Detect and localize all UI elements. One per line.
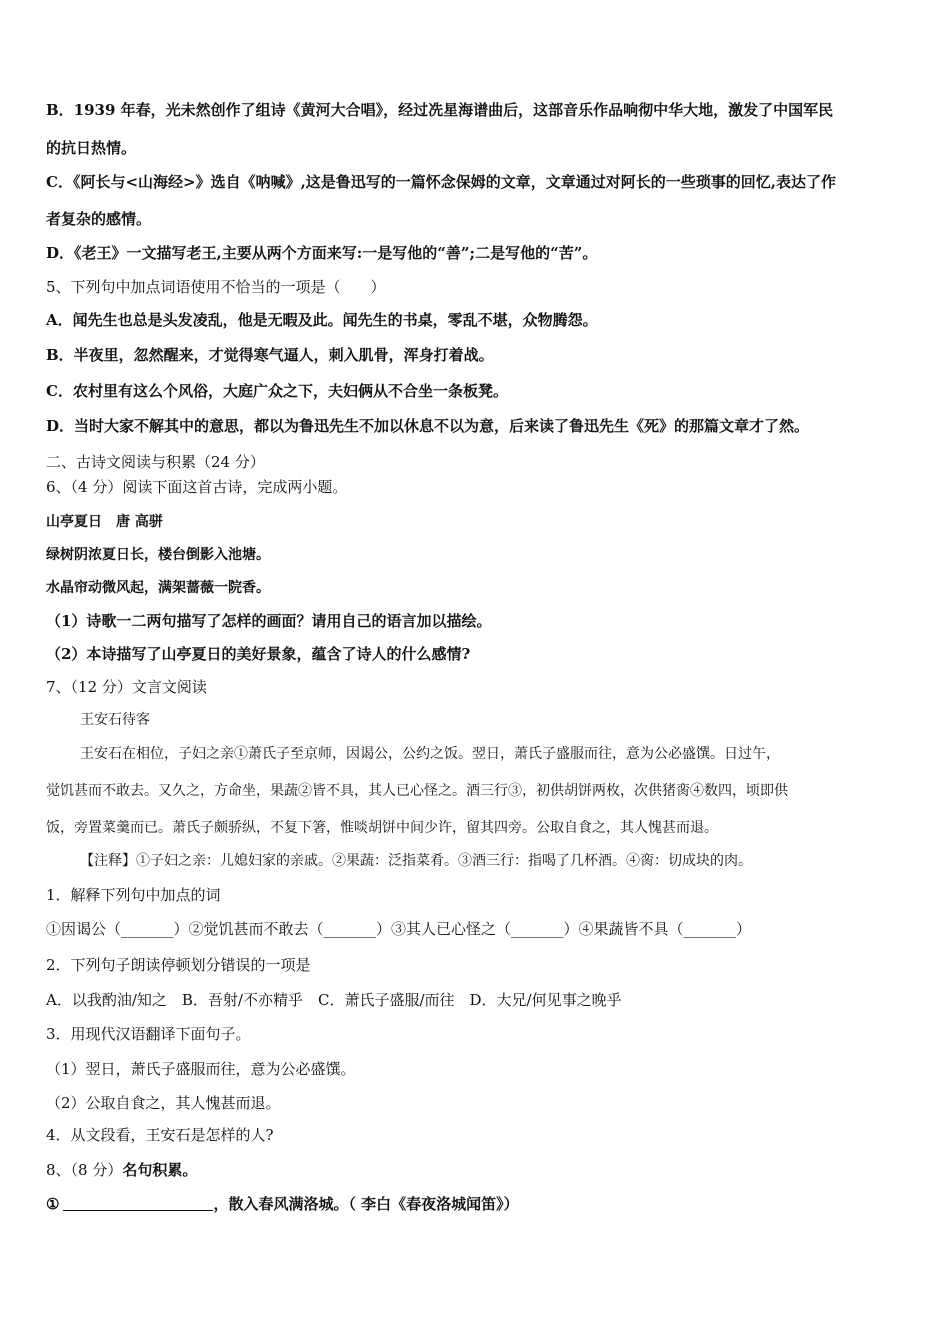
- q5-option-d: D．当时大家不解其中的意思，都以为鲁迅先生不加以休息不以为意，后来读了鲁迅先生《死》的那篇文章才了然。: [46, 417, 810, 435]
- q8-stem-bold: 名句积累。: [122, 1161, 198, 1179]
- q8-stem-prefix: 8、（8 分）: [46, 1161, 123, 1179]
- q8-item-1-text: ，散入春风满洛城。（ 李白《春夜洛城闻笛》）: [213, 1195, 519, 1213]
- q4-option-c-cont: 者复杂的感情。: [46, 210, 152, 228]
- poem-title: 山亭夏日 唐 高骈: [46, 514, 163, 530]
- q4-option-b: B．1939 年春，光未然创作了组诗《黄河大合唱》，经过冼星海谱曲后，这部音乐作品响彻中华大地，激发了中国军民: [46, 101, 834, 119]
- q5-option-c: C．农村里有这么个风俗，大庭广众之下，夫妇俩从不合坐一条板凳。: [46, 382, 508, 400]
- q8-item-1: [46, 1194, 906, 1214]
- q6-sub-question-2: （2）本诗描写了山亭夏日的美好景象，蕴含了诗人的什么感情?: [46, 645, 471, 663]
- q7-sub-1: 1．解释下列句中加点的词: [46, 886, 221, 904]
- passage-notes: 【注释】①子妇之亲：儿媳妇家的亲戚。②果蔬：泛指菜肴。③酒三行：指喝了几杯酒。④脔：切成块的肉。: [80, 853, 752, 869]
- q6-stem: 6、（4 分）阅读下面这首古诗，完成两小题。: [46, 478, 348, 496]
- poem-line-1: 绿树阴浓夏日长，楼台倒影入池塘。: [46, 547, 270, 563]
- passage-title: 王安石待客: [80, 712, 150, 728]
- section-heading: 二、古诗文阅读与积累（24 分）: [46, 453, 265, 471]
- q7-sub-4: 4．从文段看，王安石是怎样的人?: [46, 1126, 274, 1144]
- q7-sub-3: 3．用现代汉语翻译下面句子。: [46, 1025, 251, 1043]
- q7-sub-2-options: A．以我酌油/知之 B．吾射/不亦精乎 C．萧氏子盛服/而往 D．大兄/何见事之晚乎: [46, 991, 622, 1009]
- q4-option-b-cont: 的抗日热情。: [46, 139, 137, 157]
- q5-option-b: B．半夜里，忽然醒来，才觉得寒气逼人，刺入肌骨，浑身打着战。: [46, 346, 494, 364]
- q5-stem: 5、下列句中加点词语使用不恰当的一项是（ ）: [46, 278, 386, 296]
- poem-line-2: 水晶帘动微风起，满架蔷薇一院香。: [46, 580, 270, 596]
- q4-option-d: D．《老王》一文描写老王,主要从两个方面来写:一是写他的“善”;二是写他的“苦”。: [46, 244, 598, 262]
- q8-stem: [46, 1160, 906, 1180]
- passage-line-2: 觉饥甚而不敢去。又久之，方命坐，果蔬②皆不具，其人已心怪之。酒三行③，初供胡饼两枚，次供猪脔④数四，顷即供: [46, 783, 788, 799]
- q7-sub-1-items: ①因谒公（_______）②觉饥甚而不敢去（_______）③其人已心怪之（_______）④果蔬皆不具（_______）: [46, 920, 752, 938]
- q4-option-c: C．《阿长与<山海经>》选自《呐喊》,这是鲁迅写的一篇怀念保姆的文章，文章通过对阿长的一些琐事的回忆,表达了作: [46, 173, 837, 191]
- answer-blank[interactable]: [63, 1195, 213, 1211]
- q7-sub-2: 2．下列句子朗读停顿划分错误的一项是: [46, 956, 311, 974]
- q7-stem: 7、（12 分）文言文阅读: [46, 678, 207, 696]
- q8-item-1-number: ①: [46, 1195, 60, 1213]
- q7-sub-3-sentence-1: （1）翌日，萧氏子盛服而往，意为公必盛馔。: [46, 1060, 356, 1078]
- q7-sub-3-sentence-2: （2）公取自食之，其人愧甚而退。: [46, 1094, 281, 1112]
- passage-line-1: 王安石在相位，子妇之亲①萧氏子至京师，因谒公，公约之饭。翌日，萧氏子盛服而往，意为公必盛馔。日过午，: [80, 746, 780, 762]
- passage-line-3: 饭，旁置菜羹而已。萧氏子颇骄纵，不复下箸，惟啖胡饼中间少许，留其四旁。公取自食之，其人愧甚而退。: [46, 820, 718, 836]
- q5-option-a: A．闻先生也总是头发凌乱，他是无暇及此。闻先生的书桌，零乱不堪，众物腾怨。: [46, 311, 598, 329]
- q6-sub-question-1: （1）诗歌一二两句描写了怎样的画面？请用自己的语言加以描绘。: [46, 612, 492, 630]
